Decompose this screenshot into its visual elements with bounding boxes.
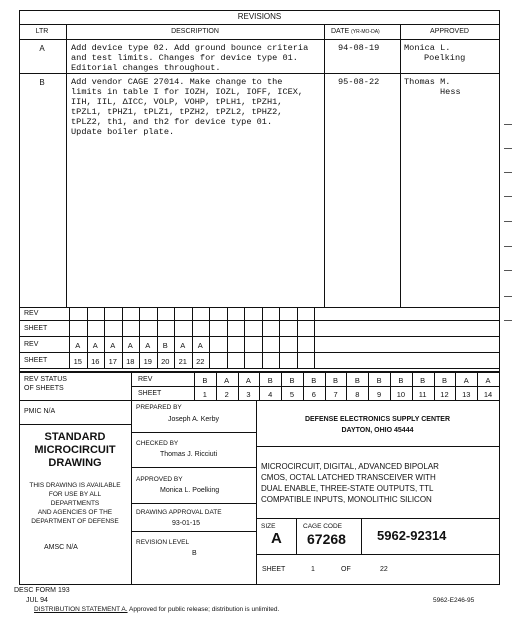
desc-line: Update boiler plate.: [71, 127, 175, 137]
rule: [19, 352, 500, 353]
distribution-text: Approved for public release; distribution is unlimited.: [127, 606, 280, 613]
rule: [19, 320, 500, 321]
title-line: MICROCIRCUIT, DIGITAL, ADVANCED BIPOLAR: [261, 462, 439, 471]
grid-rev-cell: A: [180, 341, 186, 350]
agency-block: [256, 414, 499, 436]
grid-divider: [314, 307, 315, 368]
approval-date-value: 93-01-15: [172, 520, 201, 527]
agency-line: DAYTON, OHIO 45444: [341, 427, 414, 434]
status-sheet-cell: 9: [377, 390, 382, 399]
rule: [131, 386, 500, 387]
description-header: DESCRIPTION: [171, 28, 219, 35]
checked-by-label: CHECKED BY: [136, 440, 179, 447]
grid-divider: [279, 307, 280, 368]
prepared-by-label: PREPARED BY: [136, 404, 182, 411]
rule: [256, 446, 499, 447]
availability-note: [19, 481, 131, 526]
rule: [131, 503, 256, 504]
date-header-label: DATE: [331, 28, 350, 35]
standard-microcircuit-drawing: [19, 431, 131, 470]
standard-line: STANDARD: [44, 431, 106, 443]
revision-level-label: REVISION LEVEL: [136, 539, 190, 546]
desc-line: Editorial changes throughout.: [71, 63, 221, 73]
rule: [131, 467, 256, 468]
margin-tick: [504, 296, 512, 297]
desc-line: IIH, IIL, ΔICC, VOLP, VOHP, tPLH1, tPZH1,: [71, 97, 283, 107]
rule: [400, 24, 401, 307]
title-line: COMPATIBLE INPUTS, MONOLITHIC SILICON: [261, 495, 432, 504]
status-sheet-cell: 6: [311, 390, 316, 399]
grid-rev-cell: A: [75, 341, 81, 350]
revisions-title: REVISIONS: [237, 12, 282, 21]
grid-sheet-cell: 17: [108, 357, 117, 366]
sheet-label: SHEET: [262, 566, 286, 573]
grid-divider: [297, 307, 298, 368]
status-sheet-cell: 4: [268, 390, 273, 399]
ltr-header: LTR: [35, 28, 49, 35]
status-rev-cell: B: [311, 376, 317, 385]
standard-line: MICROCIRCUIT: [34, 444, 116, 456]
rule: [19, 400, 500, 401]
rule: [131, 432, 256, 433]
availability-line: THIS DRAWING IS AVAILABLE: [29, 482, 121, 489]
grid-rev-cell: A: [110, 341, 116, 350]
rev-row-a-description: [71, 43, 308, 73]
grid-rev-cell: B: [162, 341, 168, 350]
desc-line: Add vendor CAGE 27014. Make change to the: [71, 77, 283, 87]
grid-sheet-cell: 21: [178, 357, 187, 366]
grid-rev-cell: A: [197, 341, 203, 350]
rev-row-b-approved: [404, 77, 461, 97]
desc-line: Add device type 02. Add ground bounce criteria: [71, 43, 309, 53]
grid-sheet-label-1: SHEET: [24, 325, 48, 332]
rule: [256, 518, 499, 519]
grid-divider: [209, 307, 210, 368]
approved-header: APPROVED: [430, 28, 469, 35]
status-sheet-cell: 3: [246, 390, 251, 399]
grid-sheet-cell: 19: [143, 357, 152, 366]
grid-sheet-label-2: SHEET: [24, 357, 48, 364]
footer-code: 5962-E246-95: [433, 597, 475, 604]
status-rev-cell: B: [398, 376, 404, 385]
frame-top: [19, 10, 500, 11]
status-rev-cell: B: [376, 376, 382, 385]
frame-right: [499, 10, 500, 585]
status-sheet-label: SHEET: [138, 390, 162, 397]
date-header: [331, 28, 380, 35]
grid-rev-cell: A: [92, 341, 98, 350]
size-value: A: [271, 530, 282, 547]
rev-row-a-approved: [404, 43, 465, 63]
distribution-statement: [34, 606, 279, 613]
grid-sheet-cell: 18: [126, 357, 135, 366]
status-sheet-cell: 1: [202, 390, 207, 399]
distribution-label: DISTRIBUTION STATEMENT A.: [34, 606, 128, 613]
rule: [19, 424, 131, 425]
status-sheet-cell: 2: [224, 390, 229, 399]
rev-row-a-date: 94-08-19: [338, 43, 380, 53]
margin-tick: [504, 221, 512, 222]
approver-line: Monica L.: [404, 43, 451, 53]
approval-date-label: DRAWING APPROVAL DATE: [136, 509, 222, 516]
drawing-title: [261, 461, 439, 505]
status-sheet-cell: 12: [440, 390, 449, 399]
title-line: CMOS, OCTAL LATCHED TRANSCEIVER WITH: [261, 473, 436, 482]
rule: [361, 518, 362, 554]
standard-line: DRAWING: [48, 457, 102, 469]
status-sheet-cell: 10: [396, 390, 406, 399]
status-rev-cell: B: [267, 376, 273, 385]
status-rev-cell: A: [245, 376, 251, 385]
rev-row-b-ltr: B: [39, 78, 45, 87]
approved-by-name: Monica L. Poelking: [160, 487, 220, 494]
title-line: DUAL ENABLE, THREE-STATE OUTPUTS, TTL: [261, 484, 434, 493]
availability-line: DEPARTMENT OF DEFENSE: [31, 518, 119, 525]
checked-by-name: Thomas J. Ricciuti: [160, 451, 218, 458]
grid-sheet-cell: 16: [91, 357, 100, 366]
rule: [19, 307, 500, 308]
status-rev-label: REV: [138, 376, 153, 383]
rule: [19, 336, 500, 337]
grid-sheet-cell: 20: [161, 357, 170, 366]
status-rev-cell: B: [441, 376, 447, 385]
rev-row-b-date: 95-08-22: [338, 77, 380, 87]
approved-by-label: APPROVED BY: [136, 476, 183, 483]
grid-rev-label-2: REV: [24, 341, 39, 348]
status-rev-cell: A: [463, 376, 469, 385]
rule: [66, 24, 67, 307]
of-value: 22: [380, 566, 388, 573]
rev-row-a-ltr: A: [39, 44, 45, 53]
status-rev-cell: A: [485, 376, 491, 385]
document-number: 5962-92314: [377, 528, 447, 543]
availability-line: FOR USE BY ALL: [48, 491, 102, 498]
grid-rev-label-1: REV: [24, 310, 39, 317]
status-sheet-cell: 11: [418, 390, 427, 399]
sheet-value: 1: [311, 566, 315, 573]
grid-rev-cell: A: [145, 341, 151, 350]
amsc-label: AMSC N/A: [44, 544, 78, 551]
grid-rev-cell: A: [127, 341, 133, 350]
prepared-by-name: Joseph A. Kerby: [168, 416, 219, 423]
frame-bottom: [19, 584, 500, 585]
rule: [324, 24, 325, 307]
status-rev-cell: B: [333, 376, 339, 385]
approver-line: Poelking: [424, 53, 466, 63]
status-rev-cell: A: [224, 376, 230, 385]
grid-divider: [262, 307, 263, 368]
agency-line: DEFENSE ELECTRONICS SUPPLY CENTER: [304, 416, 451, 423]
status-sheet-cell: 14: [483, 390, 493, 399]
rev-status-line: REV STATUS: [24, 376, 67, 383]
cage-code-value: 67268: [307, 531, 346, 547]
rule: [19, 73, 500, 74]
approver-line: Hess: [440, 87, 461, 97]
grid-sheet-cell: 15: [73, 357, 82, 366]
status-rev-cell: B: [354, 376, 360, 385]
rule: [19, 368, 500, 369]
desc-line: and test limits. Changes for device type 01.: [71, 53, 298, 63]
rule: [296, 518, 297, 554]
margin-tick: [504, 270, 512, 271]
grid-divider: [244, 307, 245, 368]
approver-line: Thomas M.: [404, 77, 451, 87]
rule: [19, 39, 500, 40]
rev-row-b-description: [71, 77, 303, 137]
form-number: DESC FORM 193: [14, 587, 70, 594]
rule: [131, 371, 132, 584]
status-rev-cell: B: [420, 376, 426, 385]
grid-sheet-cell: 22: [196, 357, 205, 366]
status-sheet-cell: 8: [355, 390, 360, 399]
rule: [256, 554, 499, 555]
rev-status-label: [24, 375, 67, 393]
of-label: OF: [341, 566, 351, 573]
rev-status-line: OF SHEETS: [24, 385, 64, 392]
margin-tick: [504, 172, 512, 173]
margin-tick: [504, 124, 512, 125]
grid-divider: [227, 307, 228, 368]
margin-tick: [504, 246, 512, 247]
margin-tick: [504, 320, 512, 321]
status-sheet-cell: 13: [462, 390, 471, 399]
desc-line: limits in table I for IOZH, IOZL, IOFF, ICEX,: [71, 87, 304, 97]
availability-line: AND AGENCIES OF THE: [37, 509, 113, 516]
size-label: SIZE: [261, 523, 276, 530]
date-header-sub: (YR-MO-DA): [351, 29, 380, 35]
status-rev-cell: B: [289, 376, 295, 385]
margin-tick: [504, 196, 512, 197]
status-sheet-cell: 5: [289, 390, 295, 399]
form-date: JUL 94: [26, 597, 48, 604]
revision-level-value: B: [192, 550, 197, 557]
margin-tick: [504, 148, 512, 149]
status-rev-cell: B: [202, 376, 208, 385]
availability-line: DEPARTMENTS: [50, 500, 100, 507]
cage-code-label: CAGE CODE: [303, 523, 343, 530]
rule: [131, 531, 256, 532]
desc-line: tPZL1, tPHZ1, tPLZ1, tPZH2, tPZL2, tPHZ2,: [71, 107, 283, 117]
pmic-label: PMIC N/A: [24, 408, 56, 415]
desc-line: tPLZ2, th1, and th2 for device type 01.: [71, 117, 273, 127]
status-sheet-cell: 7: [333, 390, 338, 399]
rule: [19, 24, 500, 25]
